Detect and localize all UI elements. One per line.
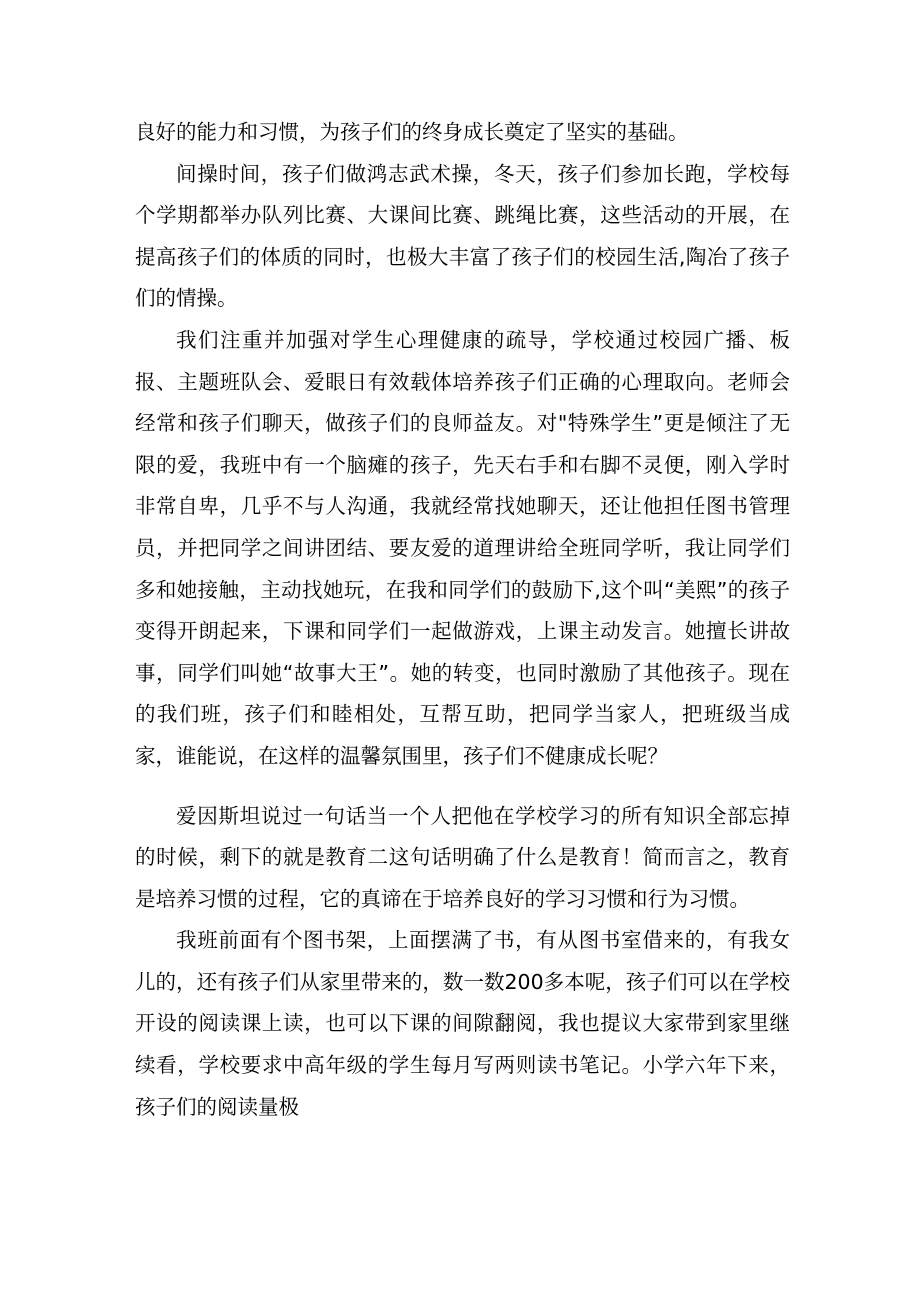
- paragraph-exercise: 间操时间，孩子们做鸿志武术操，冬天，孩子们参加长跑，学校每个学期都举办队列比赛、大课间比赛、跳绳比赛，这些活动的开展，在提高孩子们的体质的同时，也极大丰富了孩子们的校园生活,陶冶了孩子们的情操。: [135, 161, 790, 311]
- paragraph-bookshelf: 我班前面有个图书架，上面摆满了书，有从图书室借来的，有我女儿的，还有孩子们从家里带来的，数一数200多本呢，孩子们可以在学校开设的阅读课上读，也可以下课的间隙翻阅，我也提议大家带到家里继续看，学校要求中高年级的学生每月写两则读书笔记。小学六年下来，孩子们的阅读量极: [135, 928, 790, 1119]
- paragraph-einstein-quote: 爱因斯坦说过一句话当一个人把他在学校学习的所有知识全部忘掉的时候，剩下的就是教育二这句话明确了什么是教育！简而言之，教育是培养习惯的过程，它的真谛在于培养良好的学习习惯和行为习惯。: [135, 803, 790, 911]
- paragraph-continuation: 良好的能力和习惯，为孩子们的终身成长奠定了坚实的基础。: [135, 120, 689, 144]
- paragraph-mental-health: 我们注重并加强对学生心理健康的疏导，学校通过校园广播、板报、主题班队会、爱眼日有效载体培养孩子们正确的心理取向。老师会经常和孩子们聊天，做孩子们的良师益友。对"特殊学生”更是倾注了无限的爱，我班中有一个脑瘫的孩子，先天右手和右脚不灵便，刚入学时非常自卑，几乎不与人沟通，我就经常找她聊天，还让他担任图书管理员，并把同学之间讲团结、要友爱的道理讲给全班同学听，我让同学们多和她接触，主动找她玩，在我和同学们的鼓励下,这个叫“美熙”的孩子变得开朗起来，下课和同学们一起做游戏，上课主动发言。她擅长讲故事，同学们叫她“故事大王”。她的转变，也同时激励了其他孩子。现在的我们班，孩子们和睦相处，互帮互助，把同学当家人，把班级当成家，谁能说，在这样的温馨氛围里，孩子们不健康成长呢？: [135, 327, 790, 768]
- document-body: [135, 112, 790, 1128]
